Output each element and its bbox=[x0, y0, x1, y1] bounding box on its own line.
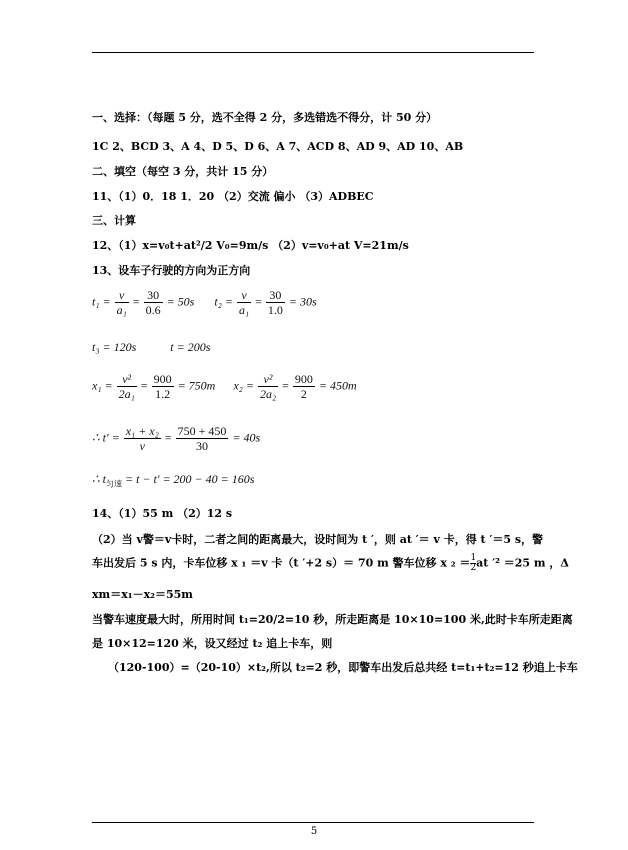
formula-t: t = 200s bbox=[170, 340, 211, 354]
q14-line3 bbox=[92, 554, 569, 573]
formula-final bbox=[92, 472, 254, 489]
formula-t1-frac bbox=[115, 288, 129, 317]
formula-t1-lhs: t₁ = bbox=[92, 294, 111, 309]
header-rule bbox=[92, 52, 534, 53]
formula-t2-mid-frac bbox=[266, 288, 285, 317]
formula-t1-mid-num: 30 bbox=[144, 288, 163, 303]
formula-x1-result: = 750m bbox=[177, 378, 216, 393]
formula-x2-frac bbox=[258, 372, 278, 401]
formula-x1-mid-frac bbox=[152, 372, 174, 401]
q14-line5: 当警车速度最大时，所用时间 t₁=20/2=10 秒，所走距离是 10×10=100 米,此时卡车所走距离 bbox=[92, 613, 573, 626]
formula-x2-lhs: x₂ = bbox=[233, 378, 254, 393]
formula-final-sub: 匀速 bbox=[105, 479, 122, 489]
q14-line3-a: 车出发后 5 s 内，卡车位移 x ₁ ＝v 卡（t ′+2 s）＝ 70 m 警车位移 x ₂ ＝ bbox=[92, 556, 471, 570]
formula-tprime-mid-frac bbox=[176, 424, 229, 453]
formula-x1-x2: x₁ = $\frac{\text{v²}}{\text{2a₁}}$ = $\frac{900}{1.2}$ = 750m x₂ = $\frac{\text{v²}}{\text{2a₂}}$ = $\frac{900}{2}$ = 450m bbox=[92, 372, 357, 401]
formula-tprime-result: = 40s bbox=[232, 430, 261, 445]
q14-line6: 是 10×12=120 米，设又经过 t₂ 追上卡车，则 bbox=[92, 637, 333, 650]
formula-tprime-num: x₁ + x₂ bbox=[125, 424, 159, 438]
q14-half-num: 1 bbox=[470, 553, 477, 563]
page-number: 5 bbox=[310, 826, 318, 837]
section3-heading: 三、计算 bbox=[92, 214, 136, 227]
section1-heading: 一、选择：（每题 5 分，选不全得 2 分，多选错选不得分，计 50 分） bbox=[92, 111, 438, 124]
formula-x2-mid-frac bbox=[293, 372, 315, 401]
q14-line3-b: at ′² ＝25 m ，Δ bbox=[476, 556, 569, 570]
formula-t1-t2: t₁ = $\frac{v}{\text{a₁}}$ = $\frac{30}{0.6}$ = 50s t₂ = $\frac{v}{\text{a₁}}$ = $\frac{30}{1.0}$ = 30s bbox=[92, 288, 317, 317]
formula-x1-mid-den: 1.2 bbox=[155, 387, 171, 401]
formula-t2-den: a₁ bbox=[238, 303, 250, 317]
formula-t2-lhs: t₂ = bbox=[214, 294, 233, 309]
formula-t1-num: v bbox=[115, 288, 129, 303]
q14-half-den: 2 bbox=[470, 563, 477, 573]
formula-x2-mid-den: 2 bbox=[300, 387, 307, 401]
formula-x1-den: 2a₁ bbox=[118, 387, 135, 401]
q13-intro: 13、设车子行驶的方向为正方向 bbox=[92, 264, 251, 277]
q14-line4: xm＝x₁－x₂＝55m bbox=[92, 588, 193, 601]
formula-x2-num: v² bbox=[258, 372, 278, 387]
formula-t2-frac bbox=[237, 288, 251, 317]
q14-line7: （120-100）=（20-10）×t₂,所以 t₂=2 秒，即警车出发后总共经 t=t₁+t₂=12 秒追上卡车 bbox=[108, 661, 578, 674]
formula-final-lhs: ∴ t bbox=[92, 472, 106, 486]
formula-x2-den: 2a₂ bbox=[259, 387, 277, 401]
formula-t2-mid-num: 30 bbox=[266, 288, 285, 303]
formula-x1-mid-num: 900 bbox=[153, 372, 172, 386]
formula-x1-frac bbox=[117, 372, 137, 401]
formula-t2-num: v bbox=[237, 288, 251, 303]
q11-answer: 11、（1）0．18 1．20 （2）交流 偏小 （3）ADBEC bbox=[92, 190, 374, 203]
formula-t3-t bbox=[92, 340, 210, 355]
formula-t1-den: a₁ bbox=[116, 303, 127, 317]
formula-t1-result: = 50s bbox=[166, 294, 195, 309]
formula-t2-result: = 30s bbox=[288, 294, 317, 309]
formula-x2-mid-num: 900 bbox=[294, 372, 313, 386]
formula-t1-mid-den: 0.6 bbox=[145, 303, 161, 317]
formula-tprime-den: v bbox=[139, 439, 145, 453]
formula-t1-mid-frac bbox=[144, 288, 163, 317]
formula-t3: t₃ = 120s bbox=[92, 340, 137, 354]
formula-tprime-mid-num: 750 + 450 bbox=[177, 424, 227, 438]
formula-tprime: ∴ t′ = $\frac{\text{x₁ + x₂}}{v}$ = $\frac{750 + 450}{30}$ = 40s bbox=[92, 424, 261, 453]
section1-answers: 1C 2、BCD 3、A 4、D 5、D 6、A 7、ACD 8、AD 9、AD 10、AB bbox=[92, 140, 464, 153]
section2-heading: 二、填空（每空 3 分，共计 15 分） bbox=[92, 165, 274, 178]
q14-line1: 14、（1）55 m （2）12 s bbox=[92, 507, 233, 520]
q12-answer: 12、（1）x=v₀t+at²/2 V₀=9m/s （2）v=v₀+at V=21m/s bbox=[92, 239, 409, 252]
formula-t2-mid-den: 1.0 bbox=[267, 303, 283, 317]
formula-x1-num: v² bbox=[117, 372, 137, 387]
formula-tprime-mid-den: 30 bbox=[195, 439, 208, 453]
footer-rule bbox=[92, 822, 534, 823]
q14-line2: （2）当 v警＝v卡时，二者之间的距离最大，设时间为 t ′，则 at ′＝ v 卡，得 t ′＝5 s，警 bbox=[92, 533, 544, 546]
formula-x1-lhs: x₁ = bbox=[92, 378, 113, 393]
formula-tprime-frac bbox=[124, 424, 161, 453]
formula-x2-result: = 450m bbox=[318, 378, 357, 393]
formula-tprime-lhs: ∴ t′ = bbox=[92, 430, 120, 445]
formula-final-rhs: = t − t′ = 200 − 40 = 160s bbox=[124, 472, 255, 486]
